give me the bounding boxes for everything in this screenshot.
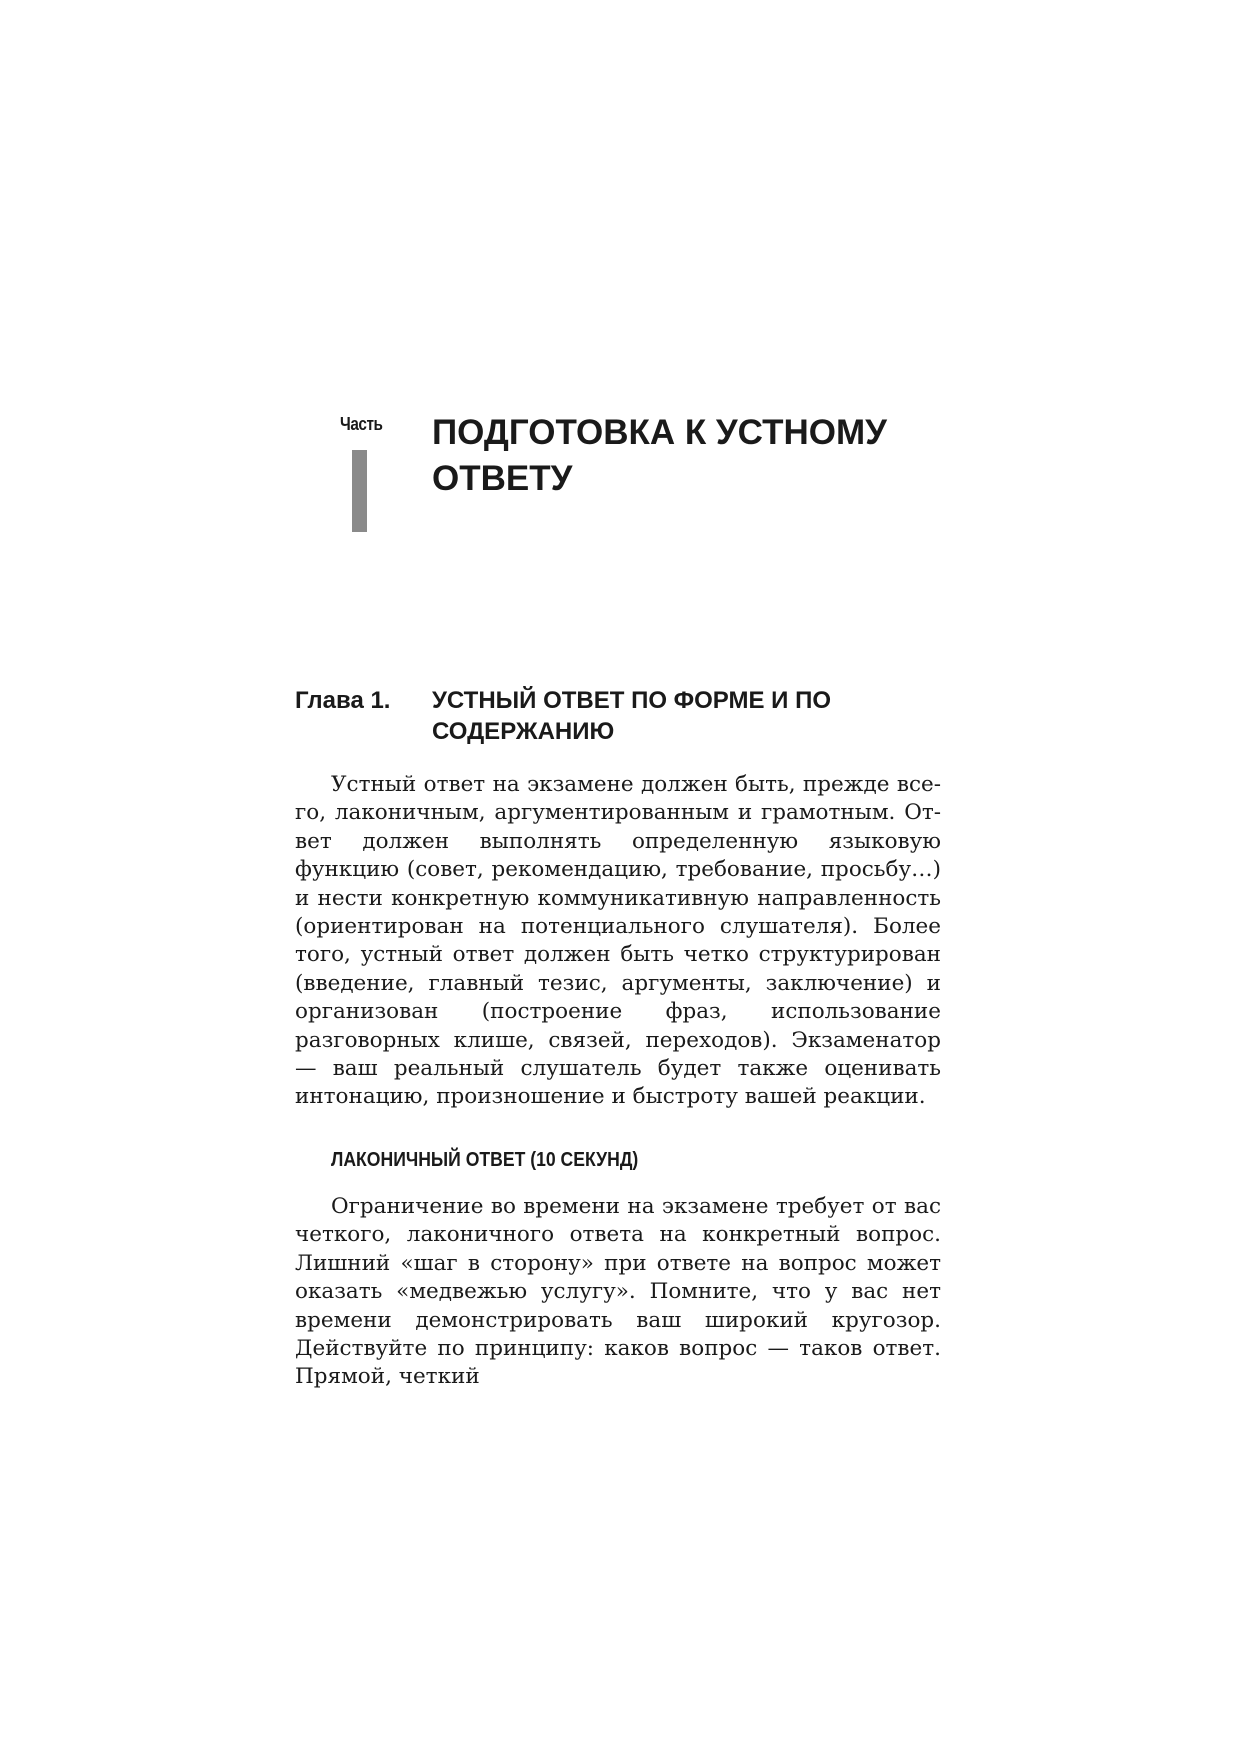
paragraph-intro: Устный ответ на экзамене должен быть, прежде всего, лаконичным, аргументированным и грамотным. Ответ должен выполнять определенную языковую функцию (совет, рекомендацию, требование, просьбу…) и нести конкретную коммуникативную направленность (ориентирован на потенциального слушателя). Более того, устный ответ должен быть четко структурирован (введение, главный тезис, аргументы, заключение) и организован (построение фраз, использование разговорных клише, связей, переходов). Экзаменатор — ваш реальный слушатель будет также оценивать интонацию, произношение и быстроту вашей реакции. [295,772,941,1110]
chapter-number: Глава 1. [295,687,391,714]
section-heading: ЛАКОНИЧНЫЙ ОТВЕТ (10 СЕКУНД) [331,1149,639,1171]
chapter-title: УСТНЫЙ ОТВЕТ ПО ФОРМЕ И ПО СОДЕРЖАНИЮ [432,687,831,745]
part-header [340,414,980,534]
paragraph-laconic: Ограничение во времени на экзамене требует от вас четкого, лаконичного ответа на конкретный вопрос. Лишний «шаг в сторону» при ответе на вопрос может оказать «медвежью услугу». Помните, что у вас нет времени демонстрировать ваш широкий кругозор. Действуйте по принципу: каков вопрос — таков ответ. Прямой, четкий [295,1194,941,1390]
part-label: Часть [340,414,383,434]
part-title: ПОДГОТОВКА К УСТНОМУ ОТВЕТУ [432,413,887,498]
part-number-bar [352,450,367,532]
